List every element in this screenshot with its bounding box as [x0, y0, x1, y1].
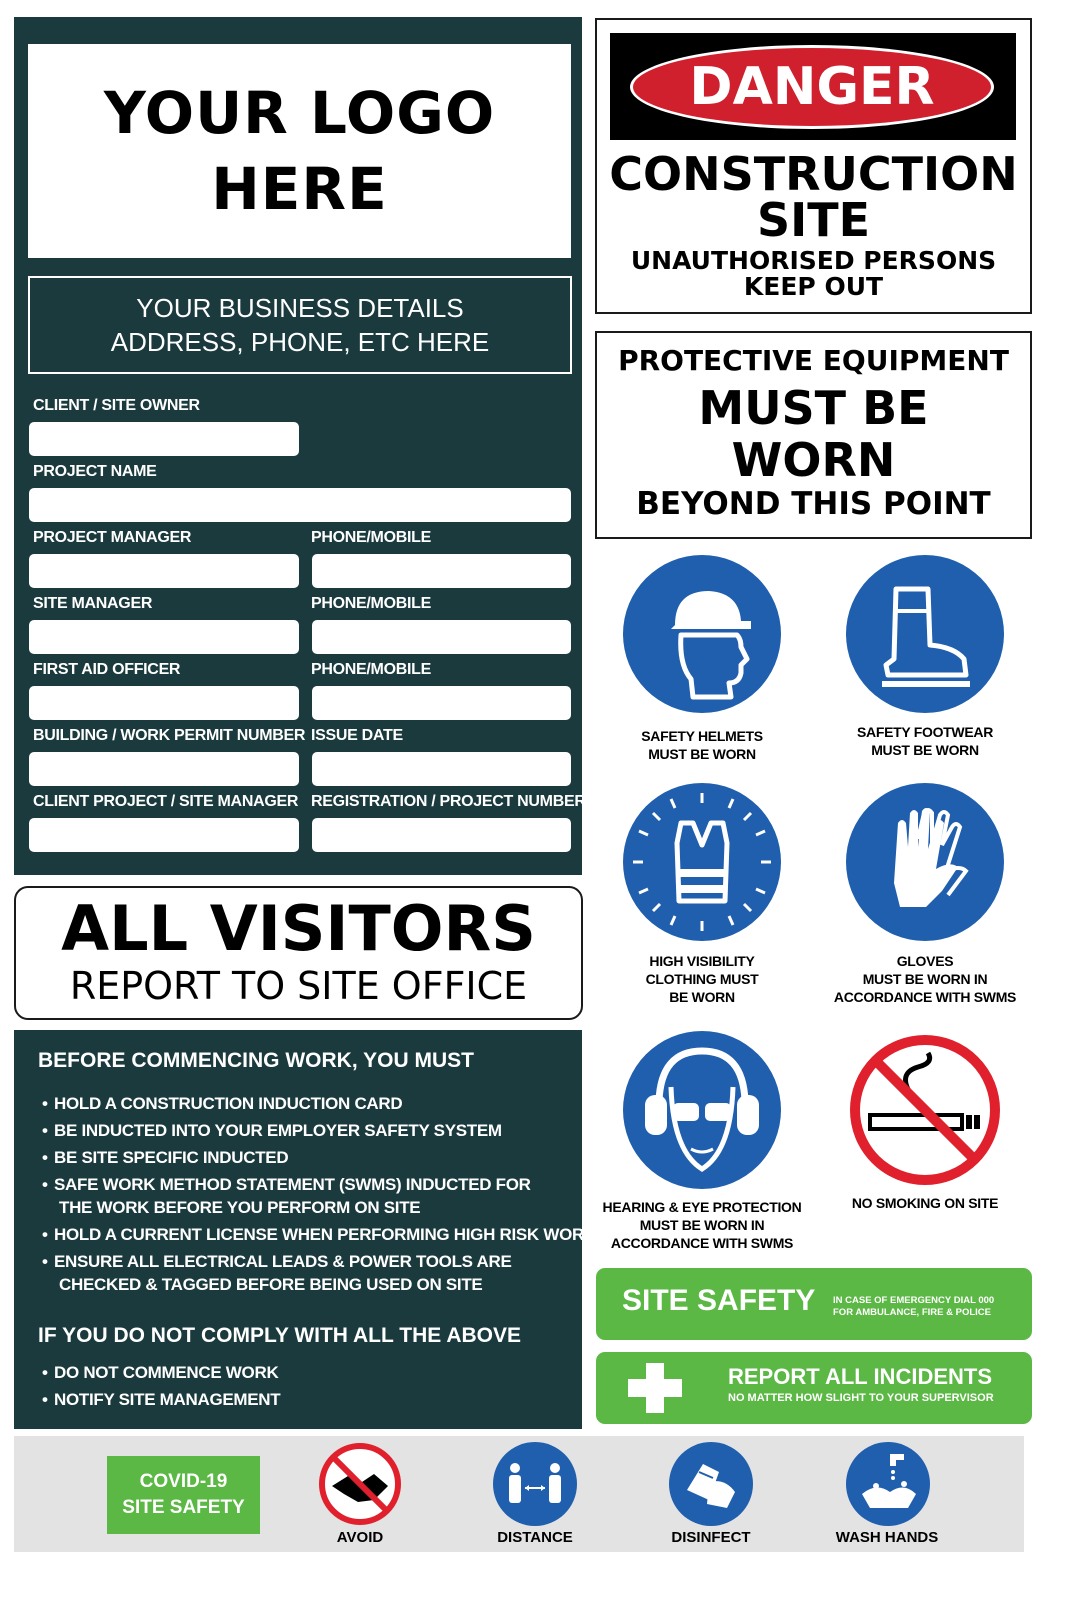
no-smoking-icon: [848, 1033, 1002, 1187]
safety-footwear-icon: [846, 555, 1004, 713]
disinfect-label: DISINFECT: [671, 1529, 751, 1546]
disinfect-icon: [669, 1442, 753, 1526]
client-owner-field[interactable]: [29, 422, 299, 456]
danger-oval: DANGER: [630, 45, 994, 129]
rule-item: • HOLD A CURRENT LICENSE WHEN PERFORMING HIGH RISK WORK: [42, 1225, 596, 1244]
wash-hands-icon: [846, 1442, 930, 1526]
no-handshake-icon: [318, 1442, 402, 1526]
hivis-caption: HIGH VISIBILITY CLOTHING MUST BE WORN: [645, 953, 759, 1005]
rule-item: • ENSURE ALL ELECTRICAL LEADS & POWER TOOLS ARE CHECKED & TAGGED BEFORE BEING USED ON SITE: [42, 1252, 512, 1294]
fa-phone-label: PHONE/MOBILE: [311, 661, 431, 678]
smoking-caption: NO SMOKING ON SITE: [851, 1195, 999, 1211]
rule-item: • BE INDUCTED INTO YOUR EMPLOYER SAFETY SYSTEM: [42, 1121, 502, 1140]
logo-line-2: HERE: [211, 155, 388, 223]
first-aid-label: FIRST AID OFFICER: [33, 661, 181, 678]
registration-field[interactable]: [312, 818, 571, 852]
site-safety-title: SITE SAFETY: [622, 1284, 816, 1317]
safety-helmet-icon: [623, 555, 781, 713]
distance-label: DISTANCE: [497, 1529, 573, 1546]
social-distance-icon: [493, 1442, 577, 1526]
sm-phone-label: PHONE/MOBILE: [311, 595, 431, 612]
project-name-field[interactable]: [29, 488, 571, 522]
sm-phone-field[interactable]: [312, 620, 571, 654]
visitors-line-2: REPORT TO SITE OFFICE: [69, 964, 528, 1008]
hearing-caption: HEARING & EYE PROTECTION MUST BE WORN IN ACCORDANCE WITH SWMS: [602, 1199, 802, 1251]
gloves-caption: GLOVES MUST BE WORN IN ACCORDANCE WITH SWMS: [833, 953, 1017, 1005]
danger-line-1: CONSTRUCTION: [609, 147, 1018, 201]
site-manager-label: SITE MANAGER: [33, 595, 153, 612]
wash-hands-label: WASH HANDS: [835, 1529, 939, 1546]
site-safety-note: IN CASE OF EMERGENCY DIAL 000 FOR AMBULANCE, FIRE & POLICE: [833, 1295, 995, 1318]
registration-label: REGISTRATION / PROJECT NUMBER: [311, 793, 586, 810]
rule-item: • HOLD A CONSTRUCTION INDUCTION CARD: [42, 1094, 403, 1113]
rule-item: • SAFE WORK METHOD STATEMENT (SWMS) INDUCTED FOR THE WORK BEFORE YOU PERFORM ON SITE: [42, 1175, 531, 1217]
first-aid-cross-icon: [628, 1363, 682, 1413]
permit-field[interactable]: [29, 752, 299, 786]
hi-vis-vest-icon: [623, 783, 781, 941]
rule-item: • NOTIFY SITE MANAGEMENT: [42, 1390, 281, 1409]
footwear-caption: SAFETY FOOTWEAR MUST BE WORN: [856, 724, 994, 758]
ppe-line-1: PROTECTIVE EQUIPMENT: [618, 344, 1009, 377]
issue-date-field[interactable]: [312, 752, 571, 786]
gloves-icon: [846, 783, 1004, 941]
helmet-caption: SAFETY HELMETS MUST BE WORN: [641, 728, 763, 762]
incidents-note: NO MATTER HOW SLIGHT TO YOUR SUPERVISOR: [728, 1392, 994, 1404]
logo-line-1: YOUR LOGO: [103, 79, 496, 147]
rules-heading-2: IF YOU DO NOT COMPLY WITH ALL THE ABOVE: [38, 1324, 522, 1347]
rule-item: • DO NOT COMMENCE WORK: [42, 1363, 279, 1382]
business-details-box: [28, 276, 572, 374]
project-name-label: PROJECT NAME: [33, 463, 157, 480]
visitors-line-1: ALL VISITORS: [61, 892, 536, 965]
ppe-line-3: WORN: [731, 433, 896, 487]
first-aid-field[interactable]: [29, 686, 299, 720]
hearing-eye-protection-icon: [623, 1031, 781, 1189]
business-line-1: YOUR BUSINESS DETAILS: [136, 293, 464, 323]
logo-placeholder: [28, 44, 571, 258]
rules-list-2: [42, 1361, 280, 1411]
ppe-line-4: BEYOND THIS POINT: [636, 486, 991, 522]
fa-phone-field[interactable]: [312, 686, 571, 720]
danger-line-2: SITE: [756, 193, 871, 247]
ppe-line-2: MUST BE: [698, 381, 929, 435]
client-project-label: CLIENT PROJECT / SITE MANAGER: [33, 793, 299, 810]
rule-item: • BE SITE SPECIFIC INDUCTED: [42, 1148, 289, 1167]
business-line-2: ADDRESS, PHONE, ETC HERE: [110, 327, 490, 357]
danger-line-4: KEEP OUT: [743, 272, 884, 301]
covid-badge: COVID-19 SITE SAFETY: [107, 1456, 260, 1534]
rules-heading-1: BEFORE COMMENCING WORK, YOU MUST: [38, 1049, 474, 1072]
permit-label: BUILDING / WORK PERMIT NUMBER: [33, 727, 306, 744]
project-manager-field[interactable]: [29, 554, 299, 588]
client-owner-label: CLIENT / SITE OWNER: [33, 397, 200, 414]
avoid-label: AVOID: [336, 1529, 384, 1546]
rules-list: [42, 1092, 596, 1296]
site-manager-field[interactable]: [29, 620, 299, 654]
pm-phone-label: PHONE/MOBILE: [311, 529, 431, 546]
incidents-title: REPORT ALL INCIDENTS: [728, 1364, 993, 1389]
pm-phone-field[interactable]: [312, 554, 571, 588]
project-manager-label: PROJECT MANAGER: [33, 529, 192, 546]
danger-line-3: UNAUTHORISED PERSONS: [630, 246, 997, 275]
client-project-field[interactable]: [29, 818, 299, 852]
issue-date-label: ISSUE DATE: [311, 727, 403, 744]
